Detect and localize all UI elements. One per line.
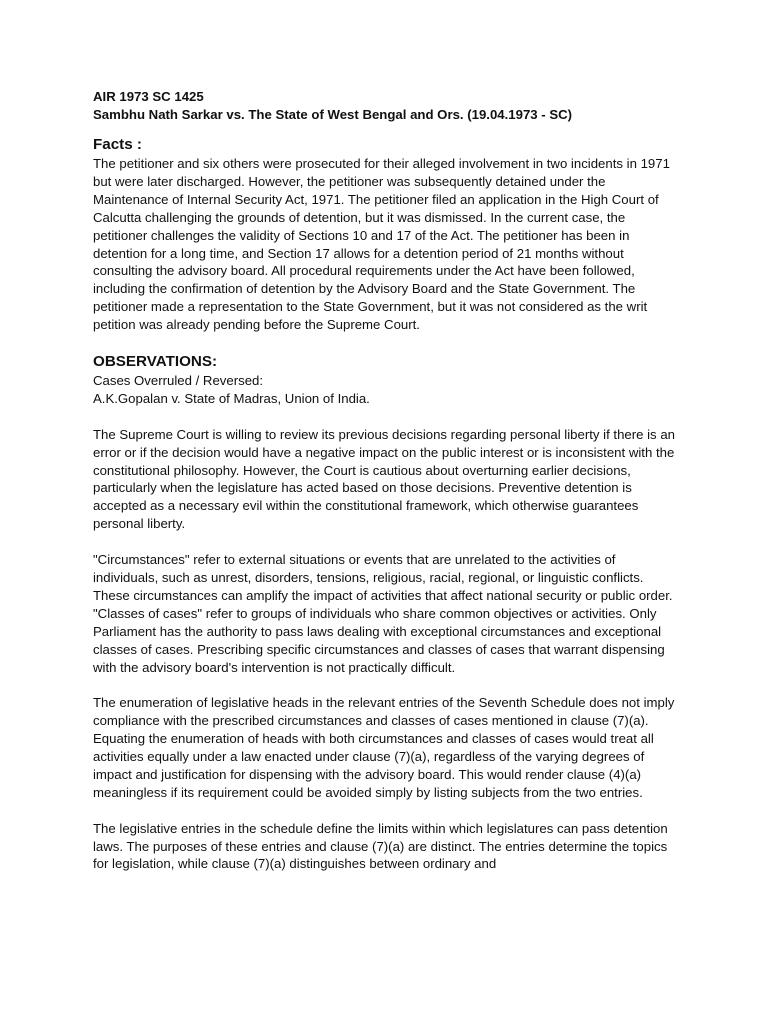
overruled-label: Cases Overruled / Reversed:: [93, 373, 264, 389]
observation-paragraph-enumeration: The enumeration of legislative heads in the relevant entries of the Seventh Schedule does not imply compliance with the prescribed circumstances and classes of cases mentioned in clause (7)(a). Equating the enumeration of heads with both circumstances and classes of cases would treat all activities equally under a law enacted under clause (7)(a), regardless of the varying degrees of impact and justification for dispensing with the advisory board. This would render clause (4)(a) meaningless if its requirement could be avoided simply by listing subjects from the two entries.: [93, 695, 675, 800]
observation-paragraph-circumstances: "Circumstances" refer to external situations or events that are unrelated to the activities of individuals, such as unrest, disorders, tensions, religious, racial, regional, or linguistic conflicts. These circumstances can amplify the impact of activities that affect national security or public order. "Classes of cases" refer to groups of individuals who share common objectives or activities. Only Parliament has the authority to pass laws dealing with exceptional circumstances and exceptional classes of cases. Prescribing specific circumstances and classes of cases that warrant dispensing with the advisory board's intervention is not practically difficult.: [93, 552, 673, 675]
facts-heading: Facts :: [93, 136, 142, 153]
facts-paragraph: The petitioner and six others were prosecuted for their alleged involvement in two incidents in 1971 but were later discharged. However, the petitioner was subsequently detained under the Maintenance of Internal Security Act, 1971. The petitioner filed an application in the High Court of Calcutta challenging the grounds of detention, but it was dismissed. In the current case, the petitioner challenges the validity of Sections 10 and 17 of the Act. The petitioner has been in detention for a long time, and Section 17 allows for a detention period of 21 months without consulting the advisory board. All procedural requirements under the Act have been followed, including the confirmation of detention by the Advisory Board and the State Government. The petitioner made a representation to the State Government, but it was not considered as the writ petition was already pending before the Supreme Court.: [93, 156, 670, 333]
spacer: [93, 408, 683, 426]
spacer: [93, 676, 683, 694]
spacer: [93, 334, 683, 352]
overruled-case: A.K.Gopalan v. State of Madras, Union of India.: [93, 390, 370, 406]
case-title: Sambhu Nath Sarkar vs. The State of West Bengal and Ors. (19.04.1973 - SC): [93, 107, 573, 122]
observations-heading: OBSERVATIONS:: [93, 353, 218, 371]
case-citation: AIR 1973 SC 1425: [93, 89, 204, 104]
spacer: [93, 802, 683, 820]
spacer: [93, 533, 683, 551]
document-page: [93, 88, 683, 873]
spacer: [93, 124, 683, 135]
observation-paragraph-review: The Supreme Court is willing to review its previous decisions regarding personal liberty if there is an error or if the decision would have a negative impact on the public interest or is inconsistent with the constitutional philosophy. However, the Court is cautious about overturning earlier decisions, particularly when the legislature has acted based on those decisions. Preventive detention is accepted as a necessary evil within the constitutional framework, which otherwise guarantees personal liberty.: [93, 426, 675, 532]
observation-paragraph-legislative-entries: The legislative entries in the schedule define the limits within which legislatures can pass detention laws. The purposes of these entries and clause (7)(a) are distinct. The entries determine the topics for legislation, while clause (7)(a) distinguishes between ordinary and: [93, 820, 668, 872]
